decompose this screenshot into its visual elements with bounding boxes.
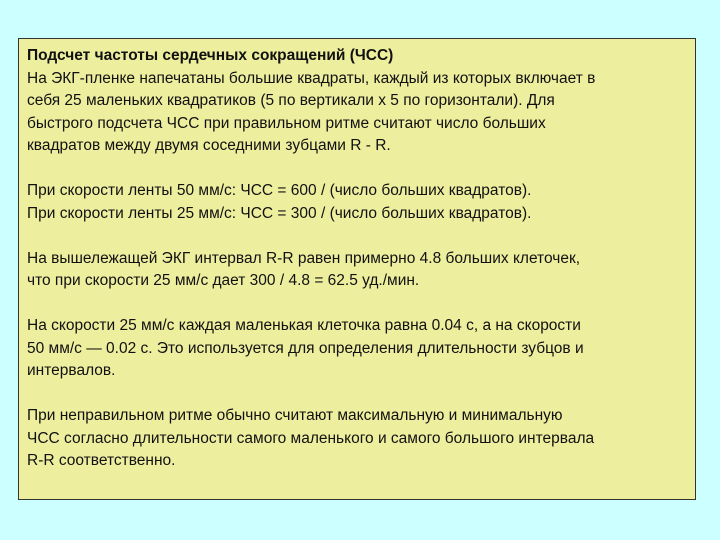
text-line: себя 25 маленьких квадратиков (5 по вертикали х 5 по горизонтали). Для [27, 92, 555, 109]
text-line: При скорости ленты 25 мм/с: ЧСС = 300 / (число больших квадратов). [27, 204, 532, 222]
paragraph-cell-duration [27, 315, 687, 383]
paragraph-formulas [27, 180, 687, 225]
page-title: Подсчет частоты сердечных сокращений (ЧСС) [27, 47, 394, 64]
text-line: На ЭКГ-пленке напечатаны большие квадраты, каждый из которых включает в [27, 69, 596, 87]
paragraph-example [27, 248, 687, 293]
text-line: что при скорости 25 мм/с дает 300 / 4.8 = 62.5 уд./мин. [27, 272, 420, 289]
text-line: На скорости 25 мм/с каждая маленькая клеточка равна 0.04 с, а на скорости [27, 317, 581, 334]
text-line: На вышележащей ЭКГ интервал R-R равен примерно 4.8 больших клеточек, [27, 249, 581, 267]
text-line: быстрого подсчета ЧСС при правильном ритме считают число больших [27, 114, 546, 132]
text-line: интервалов. [27, 362, 116, 379]
text-line: При неправильном ритме обычно считают максимальную и минимальную [27, 407, 563, 424]
text-line: 50 мм/с — 0.02 с. Это используется для определения длительности зубцов и [27, 339, 584, 357]
paragraph-intro [27, 45, 687, 158]
text-line: квадратов между двумя соседними зубцами R - R. [27, 137, 391, 154]
text-line: При скорости ленты 50 мм/с: ЧСС = 600 / (число больших квадратов). [27, 182, 532, 199]
text-line: ЧСС согласно длительности самого маленького и самого большого интервала [27, 429, 595, 447]
text-panel [18, 38, 696, 500]
text-line: R-R соответственно. [27, 452, 176, 469]
paragraph-irregular-rhythm [27, 405, 687, 473]
